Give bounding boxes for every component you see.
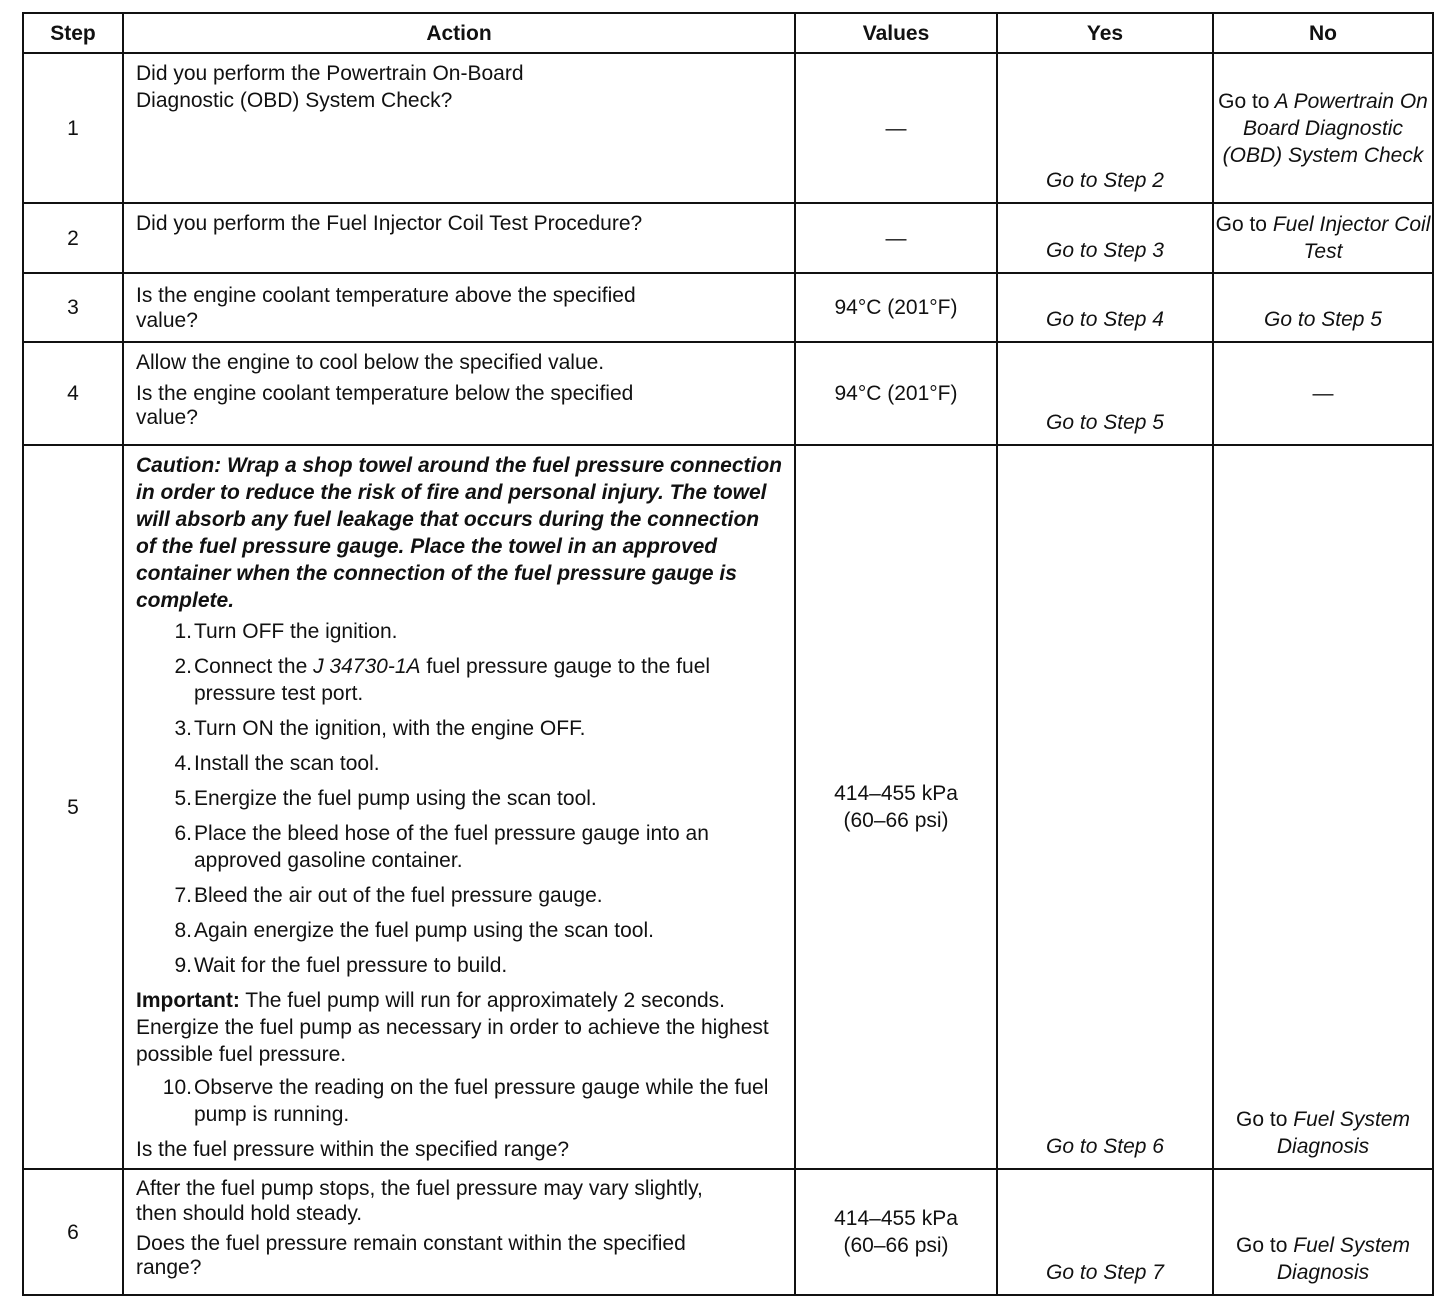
no-cell xyxy=(1213,445,1433,1169)
procedure-list-continued xyxy=(136,1074,784,1128)
yes-cell: Go to Step 6 xyxy=(997,445,1213,1169)
step-number: 2 xyxy=(23,203,123,273)
important-text: The fuel pump will run for approximately 2 seconds. Energize the fuel pump as necessary in order to achieve the highest possible fuel pressure. xyxy=(136,989,769,1066)
list-item: 6. Place the bleed hose of the fuel pressure gauge into an approved gasoline container. xyxy=(174,822,709,872)
table-row xyxy=(23,342,1433,445)
value-cell: 94°C (201°F) xyxy=(795,273,997,342)
action-cell xyxy=(123,1169,795,1295)
no-prefix: Go to xyxy=(1215,213,1267,236)
no-cell xyxy=(1213,1169,1433,1295)
diagnostic-table xyxy=(22,12,1434,1296)
no-cell xyxy=(1213,53,1433,203)
no-prefix: Go to xyxy=(1236,1108,1288,1131)
table-row xyxy=(23,203,1433,273)
action-question: Is the fuel pressure within the specified range? xyxy=(136,1138,570,1161)
table-row xyxy=(23,53,1433,203)
value-cell: — xyxy=(795,203,997,273)
no-target: A Powertrain On Board Diagnostic (OBD) System Check xyxy=(1222,89,1428,167)
procedure-list xyxy=(136,618,784,979)
value-kpa: 414–455 kPa xyxy=(834,1207,958,1230)
header-values: Values xyxy=(795,13,997,53)
list-item: 8. Again energize the fuel pump using the scan tool. xyxy=(174,919,654,942)
value-cell xyxy=(795,1169,997,1295)
step-number: 6 xyxy=(23,1169,123,1295)
list-item: 5. Energize the fuel pump using the scan tool. xyxy=(174,787,597,810)
value-kpa: 414–455 kPa xyxy=(834,782,958,805)
value-psi: (60–66 psi) xyxy=(843,1234,949,1257)
important-note xyxy=(136,987,776,1068)
list-item: 1. Turn OFF the ignition. xyxy=(174,620,398,643)
yes-cell: Go to Step 3 xyxy=(997,203,1213,273)
action-text: Allow the engine to cool below the specified value. xyxy=(136,351,605,374)
action-text: Is the engine coolant temperature above the specified value? xyxy=(136,283,636,332)
list-item: 10. Observe the reading on the fuel pressure gauge while the fuel pump is running. xyxy=(162,1076,769,1126)
step-number: 3 xyxy=(23,273,123,342)
diagnostic-table-container xyxy=(22,12,1432,1296)
list-item: 7. Bleed the air out of the fuel pressure gauge. xyxy=(174,884,603,907)
action-cell xyxy=(123,342,795,445)
action-text: Did you perform the Powertrain On-Board Diagnostic (OBD) System Check? xyxy=(136,62,524,112)
list-item: 9. Wait for the fuel pressure to build. xyxy=(174,954,508,977)
step-number: 5 xyxy=(23,445,123,1169)
tool-number: J 34730-1A xyxy=(313,655,421,678)
value-psi: (60–66 psi) xyxy=(843,809,949,832)
no-cell: — xyxy=(1213,342,1433,445)
yes-cell: Go to Step 5 xyxy=(997,342,1213,445)
action-cell xyxy=(123,273,795,342)
value-cell xyxy=(795,445,997,1169)
list-item: 4. Install the scan tool. xyxy=(174,752,380,775)
action-cell xyxy=(123,445,795,1169)
no-target: Fuel Injector Coil Test xyxy=(1272,213,1431,263)
list-item: 3. Turn ON the ignition, with the engine OFF. xyxy=(174,717,586,740)
caution-text: Caution: Wrap a shop towel around the fuel pressure connection in order to reduce the risk of fire and personal injury. The towel will absorb any fuel leakage that occurs during the connection of the fuel pressure gauge. Place the towel in an approved container when the connection of the fuel pressure gauge is complete. xyxy=(136,454,783,612)
table-row xyxy=(23,1169,1433,1295)
no-target: Fuel System Diagnosis xyxy=(1276,1234,1410,1284)
action-question: Is the engine coolant temperature below the specified value? xyxy=(136,382,634,429)
yes-cell: Go to Step 7 xyxy=(997,1169,1213,1295)
no-target: Fuel System Diagnosis xyxy=(1276,1108,1410,1158)
no-cell xyxy=(1213,203,1433,273)
action-question: Does the fuel pressure remain constant within the specified range? xyxy=(136,1232,686,1279)
step-number: 1 xyxy=(23,53,123,203)
value-cell: 94°C (201°F) xyxy=(795,342,997,445)
table-row xyxy=(23,445,1433,1169)
action-text: After the fuel pump stops, the fuel pressure may vary slightly, then should hold steady. xyxy=(136,1177,703,1225)
header-action: Action xyxy=(123,13,795,53)
no-cell: Go to Step 5 xyxy=(1213,273,1433,342)
yes-cell: Go to Step 4 xyxy=(997,273,1213,342)
header-step: Step xyxy=(23,13,123,53)
header-row xyxy=(23,13,1433,53)
no-prefix: Go to xyxy=(1218,89,1270,113)
header-yes: Yes xyxy=(997,13,1213,53)
action-cell xyxy=(123,53,795,203)
step-number: 4 xyxy=(23,342,123,445)
header-no: No xyxy=(1213,13,1433,53)
list-item: 2. Connect the J 34730-1A fuel pressure gauge to the fuel pressure test port. xyxy=(174,655,711,705)
action-text: Did you perform the Fuel Injector Coil Test Procedure? xyxy=(136,212,643,235)
no-prefix: Go to xyxy=(1236,1234,1288,1257)
action-cell xyxy=(123,203,795,273)
important-label: Important: xyxy=(136,989,240,1012)
value-cell: — xyxy=(795,53,997,203)
yes-cell: Go to Step 2 xyxy=(997,53,1213,203)
table-row xyxy=(23,273,1433,342)
